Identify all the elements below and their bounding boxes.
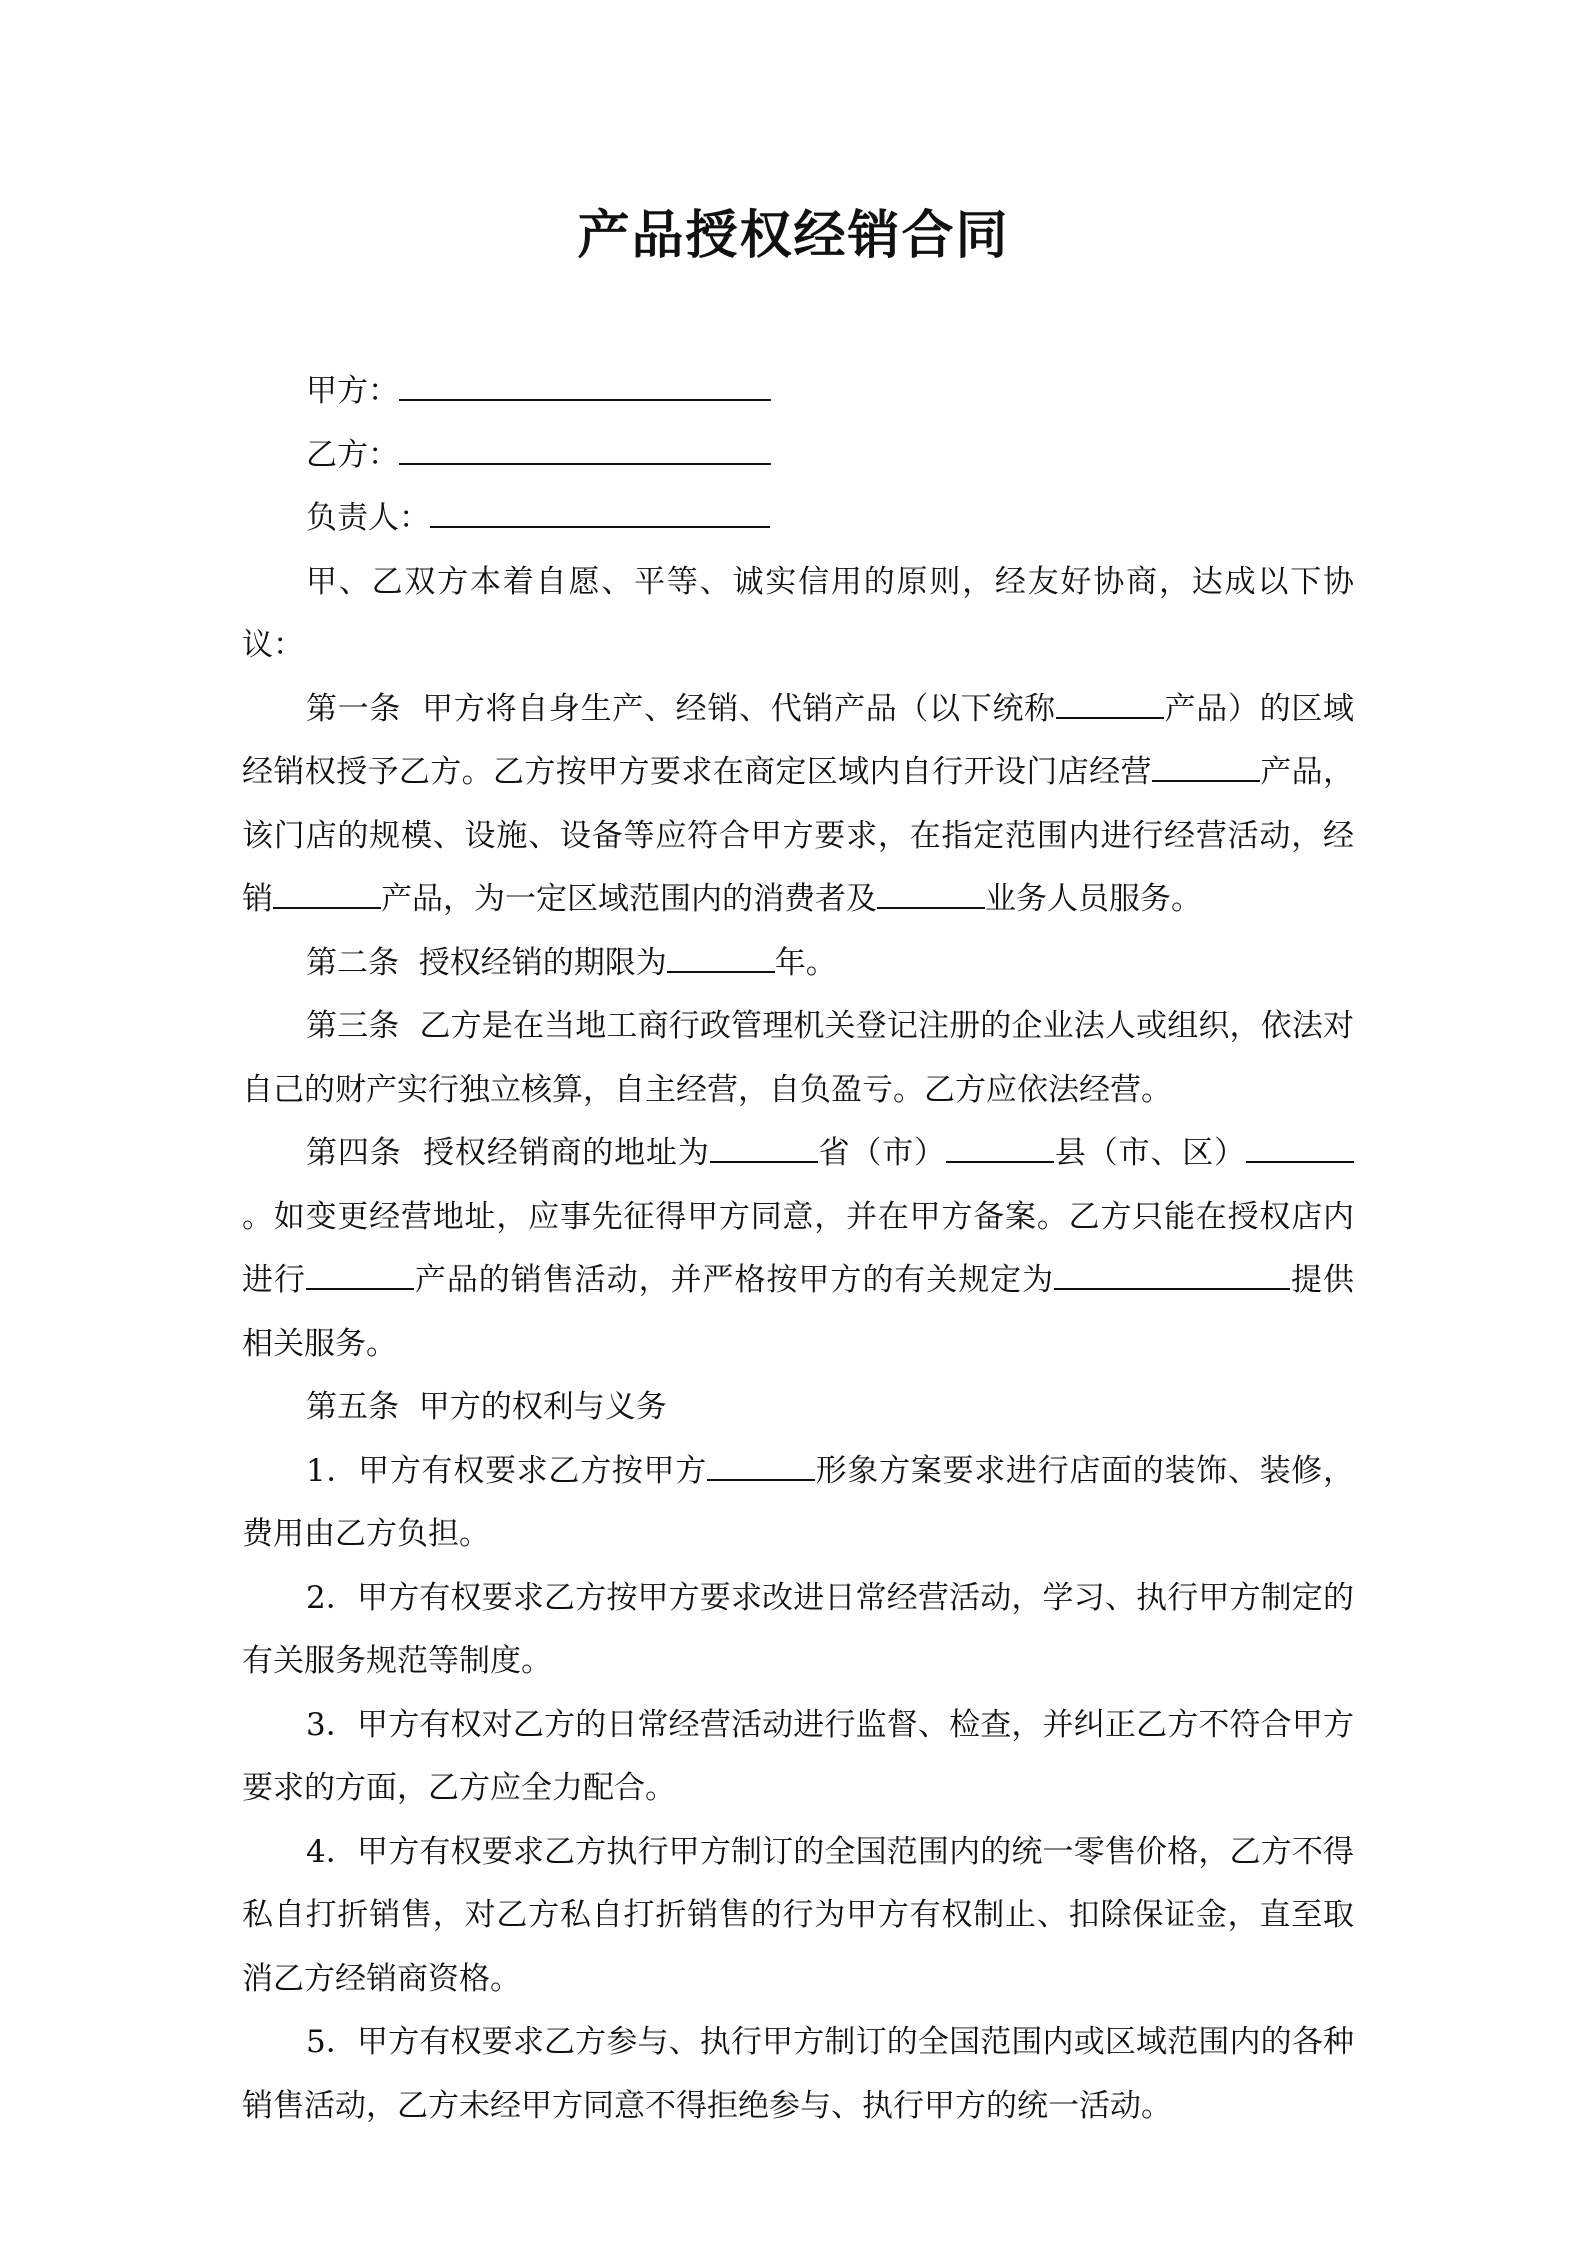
product-name-blank-1[interactable] bbox=[1056, 693, 1164, 719]
article-5-item-1 bbox=[242, 1440, 1354, 1567]
article-4-text-6: 提供相关服务。 bbox=[242, 1262, 1355, 1362]
product-name-blank-2[interactable] bbox=[1152, 756, 1260, 782]
party-a-row bbox=[306, 360, 1354, 424]
article-1-text-2: 产品）的区域经销权授予乙方。乙方按甲方要求在商定区域内自行开设门店经营 bbox=[242, 690, 1354, 790]
product-name-blank-4[interactable] bbox=[306, 1264, 414, 1290]
article-2 bbox=[242, 932, 1354, 996]
article-4-text-1: 第四条 授权经销商的地址为 bbox=[306, 1135, 710, 1171]
product-name-blank-3[interactable] bbox=[273, 883, 381, 909]
article-5-item-1-text-2: 形象方案要求进行店面的装饰、装修，费用由乙方负担。 bbox=[242, 1452, 1354, 1552]
article-4-text-5: 产品的销售活动，并严格按甲方的有关规定为 bbox=[413, 1262, 1055, 1298]
intro-paragraph: 甲、乙双方本着自愿、平等、诚实信用的原则，经友好协商，达成以下协议： bbox=[242, 563, 1354, 663]
party-a-blank[interactable] bbox=[399, 369, 771, 401]
term-years-blank[interactable] bbox=[667, 947, 775, 973]
article-1 bbox=[242, 678, 1354, 932]
article-5-item-3: 3．甲方有权对乙方的日常经营活动进行监督、检查，并纠正乙方不符合甲方要求的方面，乙方应全力配合。 bbox=[242, 1706, 1354, 1806]
party-b-blank[interactable] bbox=[399, 433, 771, 465]
service-target-blank[interactable] bbox=[1054, 1264, 1290, 1290]
article-1-text-5: 业务人员服务。 bbox=[985, 881, 1202, 917]
party-b-row bbox=[306, 424, 1354, 488]
article-4-text-2: 省（市） bbox=[817, 1135, 947, 1171]
article-1-text-3: 产品，该门店的规模、设施、设备等应符合甲方要求，在指定范围内进行经营活动，经销 bbox=[242, 754, 1354, 917]
address-detail-blank[interactable] bbox=[1246, 1137, 1354, 1163]
article-2-text-1: 第二条 授权经销的期限为 bbox=[306, 944, 667, 981]
principal-label: 负责人： bbox=[306, 500, 430, 536]
article-4-text-4: 。如变更经营地址，应事先征得甲方同意，并在甲方备案。乙方只能在授权店内进行 bbox=[242, 1198, 1354, 1298]
article-3: 第三条 乙方是在当地工商行政管理机关登记注册的企业法人或组织，依法对自己的财产实行独立核算，自主经营，自负盈亏。乙方应依法经营。 bbox=[242, 1008, 1354, 1108]
principal-row bbox=[306, 487, 1354, 551]
article-5-item-4: 4．甲方有权要求乙方执行甲方制订的全国范围内的统一零售价格，乙方不得私自打折销售，对乙方私自打折销售的行为甲方有权制止、扣除保证金，直至取消乙方经销商资格。 bbox=[242, 1833, 1354, 1997]
image-plan-blank[interactable] bbox=[707, 1455, 815, 1481]
business-blank[interactable] bbox=[877, 883, 985, 909]
party-b-label: 乙方： bbox=[306, 436, 399, 473]
article-5-item-5: 5．甲方有权要求乙方参与、执行甲方制订的全国范围内或区域范围内的各种销售活动，乙方未经甲方同意不得拒绝参与、执行甲方的统一活动。 bbox=[242, 2024, 1354, 2124]
article-1-text-1: 第一条 甲方将自身生产、经销、代销产品（以下统称 bbox=[306, 690, 1056, 727]
article-5-item-2: 2．甲方有权要求乙方按甲方要求改进日常经营活动，学习、执行甲方制定的有关服务规范等制度。 bbox=[242, 1579, 1354, 1679]
article-2-text-2: 年。 bbox=[774, 944, 837, 981]
contract-body bbox=[242, 360, 1354, 2138]
province-blank[interactable] bbox=[710, 1137, 818, 1163]
party-a-label: 甲方： bbox=[306, 373, 399, 409]
article-4-text-3: 县（市、区） bbox=[1054, 1135, 1247, 1171]
article-5-heading: 第五条 甲方的权利与义务 bbox=[306, 1389, 667, 1425]
article-4 bbox=[242, 1122, 1354, 1376]
article-1-text-4: 产品，为一定区域范围内的消费者及 bbox=[381, 881, 877, 917]
document-title: 产品授权经销合同 bbox=[577, 205, 1010, 266]
principal-blank[interactable] bbox=[430, 496, 770, 528]
county-blank[interactable] bbox=[946, 1137, 1054, 1163]
article-5-item-1-text-1: 1．甲方有权要求乙方按甲方 bbox=[306, 1452, 707, 1489]
